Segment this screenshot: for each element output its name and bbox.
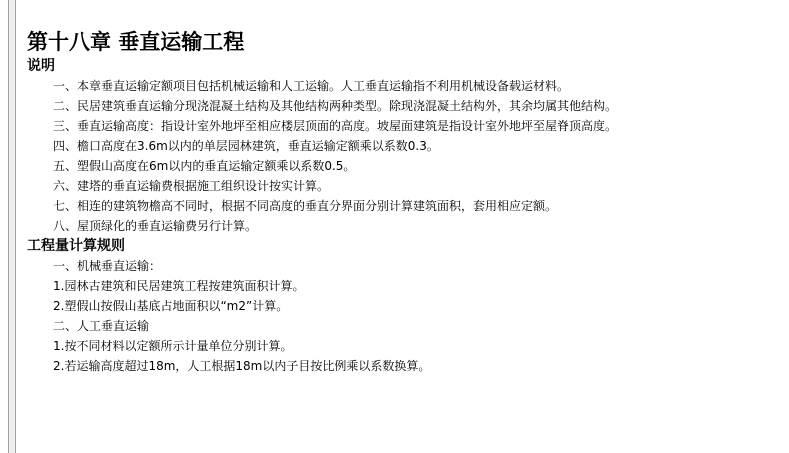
note-item-2: 二、民居建筑垂直运输分现浇混凝土结构及其他结构两种类型。除现浇混凝土结构外，其余均属其他结构。 [53,99,618,113]
document-body [27,28,781,376]
section-heading-rules: 工程量计算规则 [27,238,125,254]
note-item-1: 一、本章垂直运输定额项目包括机械运输和人工运输。人工垂直运输指不利用机械设备载运材料。 [53,79,570,93]
rule-item-4: 二、人工垂直运输 [53,319,150,333]
section-heading-notes: 说明 [27,58,55,74]
rule-item-2: 1.园林古建筑和民居建筑工程按建筑面积计算。 [53,279,305,293]
left-border-rule [8,0,16,453]
note-item-4: 四、檐口高度在3.6m以内的单层园林建筑，垂直运输定额乘以系数0.3。 [53,139,439,153]
rule-item-5: 1.按不同材料以定额所示计量单位分别计算。 [53,339,293,353]
rule-item-3: 2.塑假山按假山基底占地面积以“m2”计算。 [53,299,289,313]
note-item-3: 三、垂直运输高度：指设计室外地坪至相应楼层顶面的高度。坡屋面建筑是指设计室外地坪至屋脊顶高度。 [53,119,618,133]
note-item-7: 七、相连的建筑物檐高不同时，根据不同高度的垂直分界面分别计算建筑面积，套用相应定额。 [53,199,558,213]
rule-item-1: 一、机械垂直运输： [53,259,162,273]
note-item-8: 八、屋顶绿化的垂直运输费另行计算。 [53,219,258,233]
rule-item-6: 2.若运输高度超过18m，人工根据18m以内子目按比例乘以系数换算。 [53,359,431,373]
note-item-6: 六、建塔的垂直运输费根据施工组织设计按实计算。 [53,179,330,193]
note-item-5: 五、塑假山高度在6m以内的垂直运输定额乘以系数0.5。 [53,159,356,173]
chapter-title: 第十八章 垂直运输工程 [27,29,245,54]
